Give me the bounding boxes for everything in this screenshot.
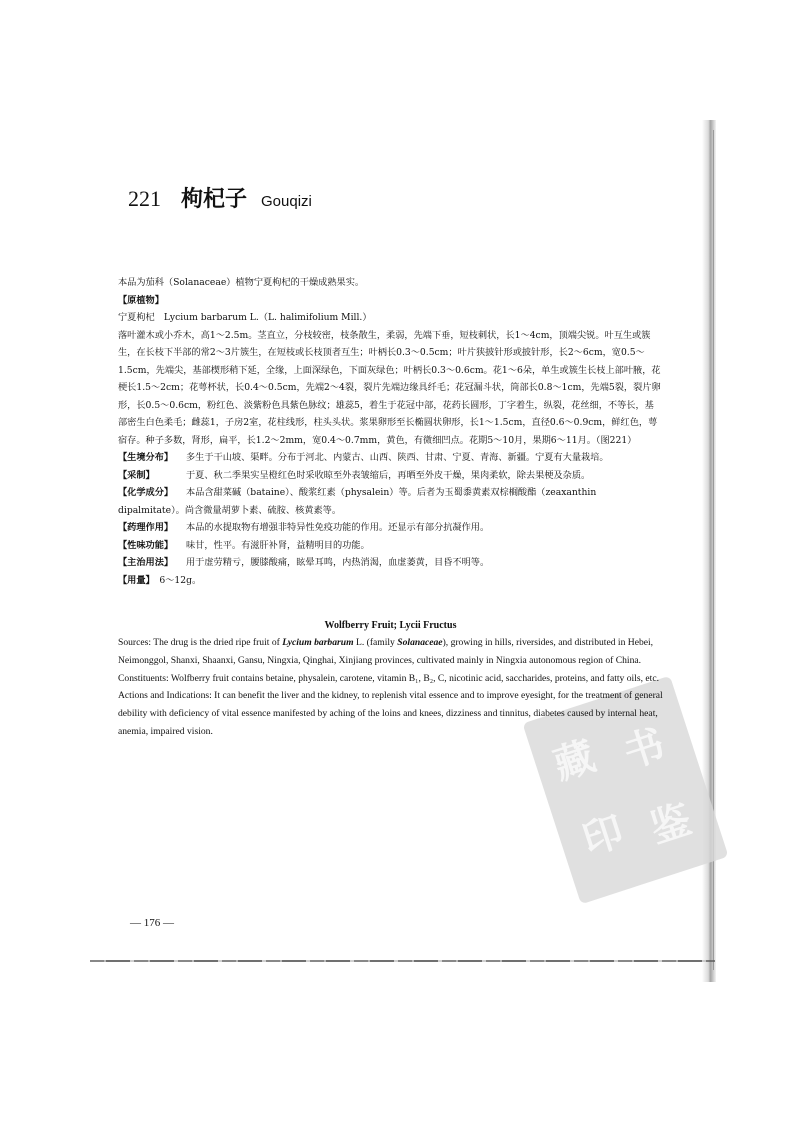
intro-paragraph: 本品为茄科（Solanaceae）植物宁夏枸杞的干燥成熟果实。 [118, 277, 365, 288]
plant-description: 落叶灌木或小乔木，高1～2.5m。茎直立，分枝较密，枝条散生，柔弱，先端下垂，短枝刺状，长1～4cm，顶端尖锐。叶互生或簇生，在长枝下半部的常2～3片簇生，在短枝或长枝顶者互生；叶柄长0.3～0.5cm；叶片狭披针形或披针形，长2～6cm，宽0.5～1.5cm，先端尖，基部楔形稍下延，全缘，上面深绿色，下面灰绿色；叶柄长0.3～0.6cm。花1～6朵，单生或簇生长枝上部叶腋，花梗长1.5～2cm；花萼杯状，长0.4～0.5cm，先端2～4裂，裂片先端边缘具纤毛；花冠漏斗状，筒部长0.8～1cm，先端5裂，裂片卵形，长0.5～0.6cm，粉红色、淡紫粉色具紫色脉纹；雄蕊5，着生于花冠中部，花药长圆形，丁字着生，纵裂，花丝细，不等长，基部密生白色柔毛；雌蕊1，子房2室，花柱线形，柱头头状。浆果卵形至长椭圆状卵形，长1～1.5cm，直径0.6～0.9cm，鲜红色，萼宿存。种子多数，肾形，扁平，长1.2～2mm，宽0.4～0.7mm，黄色，有微细凹点。花期5～10月，果期6～11月。（图221） [118, 329, 661, 446]
entry-number: 221 [128, 186, 161, 211]
plant-name: 宁夏枸杞 Lycium barbarum L.（L. halimifolium Mill.） [118, 312, 372, 323]
watermark-seal: 藏 书 印 鉴 [522, 676, 728, 905]
page-number: — 176 — [130, 917, 174, 929]
section-chemistry: 【化学成分】 本品含甜菜碱（bataine）、酸浆红素（physalein）等。后者为玉蜀黍黄素双棕榈酸酯（zeaxanthin dipalmitate）。尚含微量胡萝卜素、硫胺、核黄素等。 [118, 487, 597, 516]
english-title: Wolfberry Fruit; Lycii Fructus [324, 620, 457, 631]
section-indications: 【主治用法】 用于虚劳精亏，腰膝酸痛，眩晕耳鸣，内热消渴，血虚萎黄，目昏不明等。 [118, 557, 490, 568]
section-dosage: 【用量】 6～12g。 [118, 574, 202, 586]
entry-name-pinyin: Gouqizi [261, 193, 312, 210]
entry-name-chinese: 枸杞子 [181, 187, 248, 212]
section-properties: 【性味功能】 味甘，性平。有滋肝补肾，益精明目的功能。 [118, 539, 370, 551]
english-actions: Actions and Indications: It can benefit the liver and the kidney, to replenish vital essence and to improve eyesight, for the treatment of general debility with deficiency of vital essence manifested by aching of the loins and knees, dizziness and tinnitus, diabetes caused by internal heat, anemia, impaired vision. [118, 690, 663, 737]
english-text [118, 634, 668, 741]
english-constituents: Constituents: Wolfberry fruit contains betaine, physalein, carotene, vitamin B₁, B₂, C, nicotinic acid, saccharides, proteins, and fatty oils, etc. [118, 672, 659, 684]
english-sources: Sources: The drug is the dried ripe fruit of Lycium barbarum L. (family Solanaceae), growing in hills, riversides, and distributed in Hebei, Neimonggol, Shanxi, Shaanxi, Gansu, Ningxia, Qinghai, Xinjiang provinces, cultivated mainly in Ningxia autonomous region of China. [118, 637, 654, 666]
entry-title [128, 182, 312, 213]
scan-bottom-line [90, 960, 715, 962]
section-label-plant: 【原植物】 [118, 294, 164, 306]
section-collection: 【采制】 于夏、秋二季果实呈橙红色时采收晾至外表皱缩后，再晒至外皮干燥，果肉柔软，除去果梗及杂质。 [118, 469, 591, 481]
chinese-text [118, 274, 663, 589]
section-pharmacology: 【药理作用】 本品的水提取物有增强非特异性免疫功能的作用。还显示有部分抗凝作用。 [118, 522, 490, 533]
section-habitat: 【生境分布】 多生于干山坡、渠畔。分布于河北、内蒙古、山西、陕西、甘肃、宁夏、青海、新疆。宁夏有大量栽培。 [118, 452, 609, 463]
